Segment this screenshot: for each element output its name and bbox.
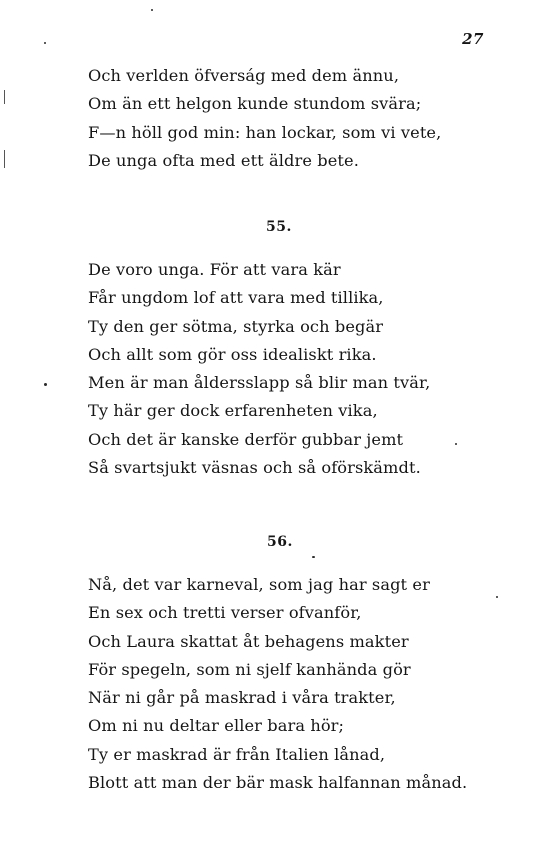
ink-speck bbox=[455, 443, 457, 445]
stanza-top bbox=[88, 62, 498, 175]
verse-line: Får ungdom lof att vara med tillika, bbox=[88, 288, 384, 308]
ink-speck bbox=[44, 383, 47, 386]
verse-line: Så svartsjukt väsnas och så oförskämdt. bbox=[88, 458, 421, 478]
ink-speck bbox=[496, 596, 498, 598]
edge-mark bbox=[4, 150, 5, 168]
verse-line: Om ni nu deltar eller bara hör; bbox=[88, 716, 345, 736]
verse-line: Om än ett helgon kunde stundom svära; bbox=[88, 94, 422, 114]
verse-line: Och verlden öfverság med dem ännu, bbox=[88, 66, 400, 85]
verse-line: För spegeln, som ni sjelf kanhända gör bbox=[88, 659, 411, 679]
verse-line: De unga ofta med ett äldre bete. bbox=[88, 150, 359, 170]
edge-mark bbox=[4, 90, 5, 104]
verse-line: Blott att man der bär mask halfannan månad. bbox=[88, 773, 468, 793]
verse-line: F—n höll god min: han lockar, som vi vete, bbox=[88, 122, 442, 142]
verse-line: En sex och tretti verser ofvanför, bbox=[88, 603, 362, 623]
verse-line: Och det är kanske derför gubbar jemt bbox=[88, 429, 404, 449]
ink-speck bbox=[151, 9, 153, 11]
stanza-number-56: 56. bbox=[267, 534, 293, 550]
verse-line: Ty er maskrad är från Italien lånad, bbox=[88, 744, 386, 764]
verse-line: Ty den ger sötma, styrka och begär bbox=[88, 316, 384, 336]
verse-line: Nå, det var karneval, som jag har sagt er bbox=[88, 575, 430, 594]
verse-line: Ty här ger dock erfarenheten vika, bbox=[88, 401, 378, 421]
verse-line: De voro unga. För att vara kär bbox=[88, 260, 341, 279]
verse-line: Men är man åldersslapp så blir man tvär, bbox=[88, 373, 431, 393]
page-number: 27 bbox=[462, 30, 484, 48]
ink-speck bbox=[312, 556, 315, 558]
verse-line: Och Laura skattat åt behagens makter bbox=[88, 631, 409, 651]
stanza-55 bbox=[88, 256, 498, 482]
verse-line: Och allt som gör oss idealiskt rika. bbox=[88, 344, 377, 364]
stanza-56 bbox=[88, 571, 498, 797]
ink-speck bbox=[44, 42, 46, 44]
verse-line: När ni går på maskrad i våra trakter, bbox=[88, 688, 396, 708]
stanza-number-55: 55. bbox=[266, 219, 292, 235]
